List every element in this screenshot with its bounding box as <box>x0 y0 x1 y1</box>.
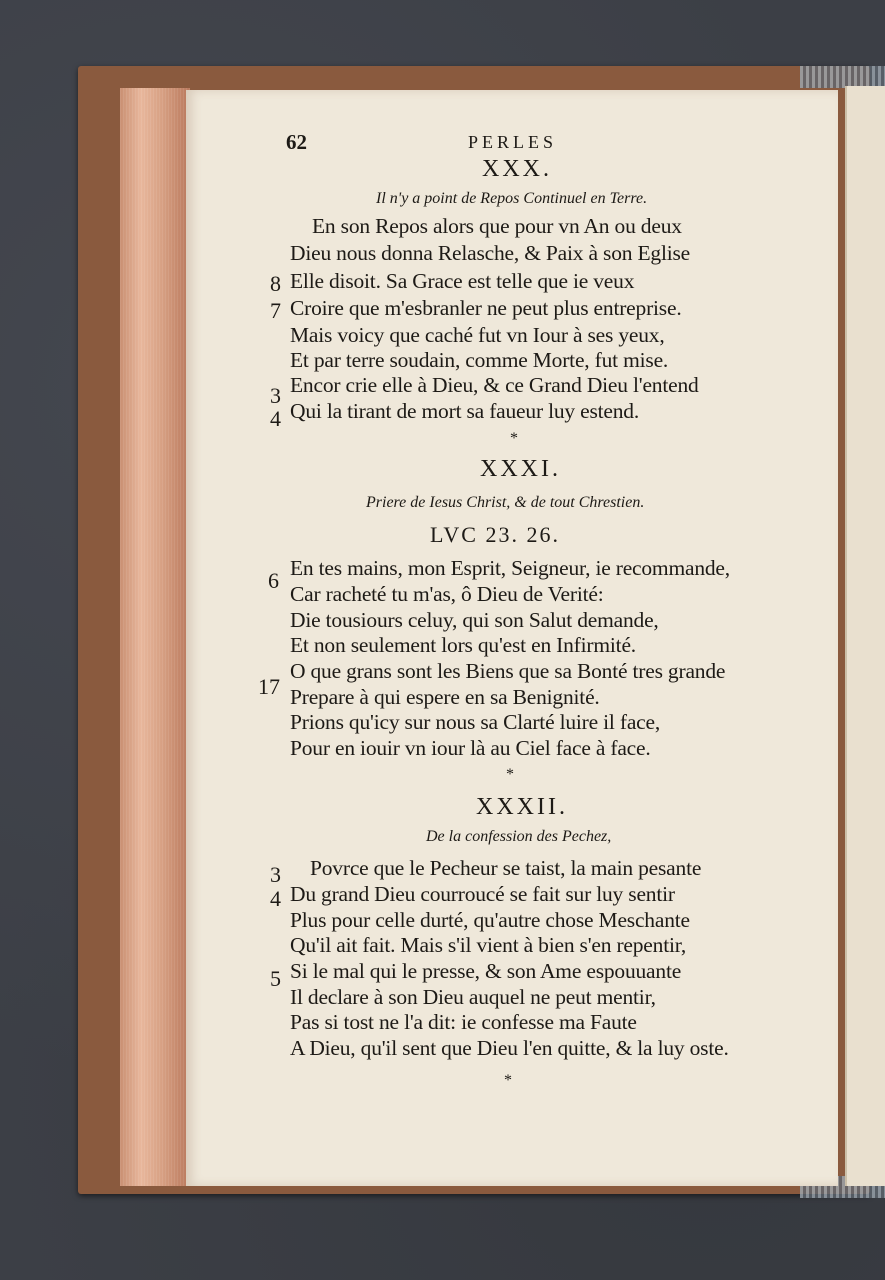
headband <box>800 66 885 88</box>
section-subtitle: De la confession des Pechez, <box>426 828 612 845</box>
verse-line: Et par terre soudain, comme Morte, fut mise. <box>290 348 669 372</box>
verse-line: O que grans sont les Biens que sa Bonté tres grande <box>290 659 726 683</box>
verse-line: Mais voicy que caché fut vn Iour à ses yeux, <box>290 323 665 347</box>
verse-line: Encor crie elle à Dieu, & ce Grand Dieu l'entend <box>290 373 699 397</box>
verse-line: Plus pour celle durté, qu'autre chose Meschante <box>290 908 690 932</box>
verse-line: Du grand Dieu courroucé se fait sur luy sentir <box>290 882 675 906</box>
verse-line: Elle disoit. Sa Grace est telle que ie veux <box>290 269 635 293</box>
page-edges <box>120 88 190 1186</box>
ornament: * <box>510 430 518 447</box>
margin-number: 6 <box>268 568 279 593</box>
section-number: XXX. <box>482 156 552 182</box>
verse-line: Prepare à qui espere en sa Benignité. <box>290 685 600 709</box>
verse-line: A Dieu, qu'il sent que Dieu l'en quitte, & la luy oste. <box>290 1036 729 1060</box>
verse-line: Die tousiours celuy, qui son Salut demande, <box>290 608 659 632</box>
verse-line: Povrce que le Pecheur se taist, la main pesante <box>310 856 702 880</box>
verse-line: Qu'il ait fait. Mais s'il vient à bien s'en repentir, <box>290 933 687 957</box>
facing-page-edge <box>845 86 885 1186</box>
book-page <box>186 90 838 1186</box>
verse-line: Pour en iouir vn iour là au Ciel face à face. <box>290 736 651 760</box>
verse-line: Qui la tirant de mort sa faueur luy estend. <box>290 399 640 423</box>
page-number: 62 <box>286 130 307 154</box>
verse-line: Croire que m'esbranler ne peut plus entreprise. <box>290 296 682 320</box>
margin-number: 4 <box>270 406 281 431</box>
margin-number: 3 <box>270 862 281 887</box>
verse-line: En son Repos alors que pour vn An ou deux <box>312 214 682 238</box>
margin-number: 5 <box>270 966 281 991</box>
margin-number: 4 <box>270 886 281 911</box>
verse-line: Pas si tost ne l'a dit: ie confesse ma Faute <box>290 1010 637 1034</box>
verse-line: Dieu nous donna Relasche, & Paix à son Eglise <box>290 241 691 265</box>
running-head: PERLES <box>468 132 558 152</box>
verse-line: Si le mal qui le presse, & son Ame espouuante <box>290 959 682 983</box>
ornament: * <box>506 766 514 783</box>
margin-number: 8 <box>270 271 281 296</box>
verse-line: Et non seulement lors qu'est en Infirmité. <box>290 633 636 657</box>
margin-number: 3 <box>270 383 281 408</box>
section-subtitle: Il n'y a point de Repos Continuel en Terre. <box>376 190 648 207</box>
verse-line: Car racheté tu m'as, ô Dieu de Verité: <box>290 582 604 606</box>
margin-number: 17 <box>258 674 280 699</box>
section-number: XXXII. <box>476 794 568 820</box>
ornament: * <box>504 1072 512 1089</box>
section-subtitle: Priere de Iesus Christ, & de tout Chrestien. <box>366 494 645 511</box>
margin-number: 7 <box>270 298 281 323</box>
section-number: XXXI. <box>480 456 561 482</box>
verse-line: Prions qu'icy sur nous sa Clarté luire il face, <box>290 710 661 734</box>
verse-line: Il declare à son Dieu auquel ne peut mentir, <box>290 985 656 1009</box>
verse-line: En tes mains, mon Esprit, Seigneur, ie recommande, <box>290 556 730 580</box>
scripture-reference: LVC 23. 26. <box>430 522 560 547</box>
